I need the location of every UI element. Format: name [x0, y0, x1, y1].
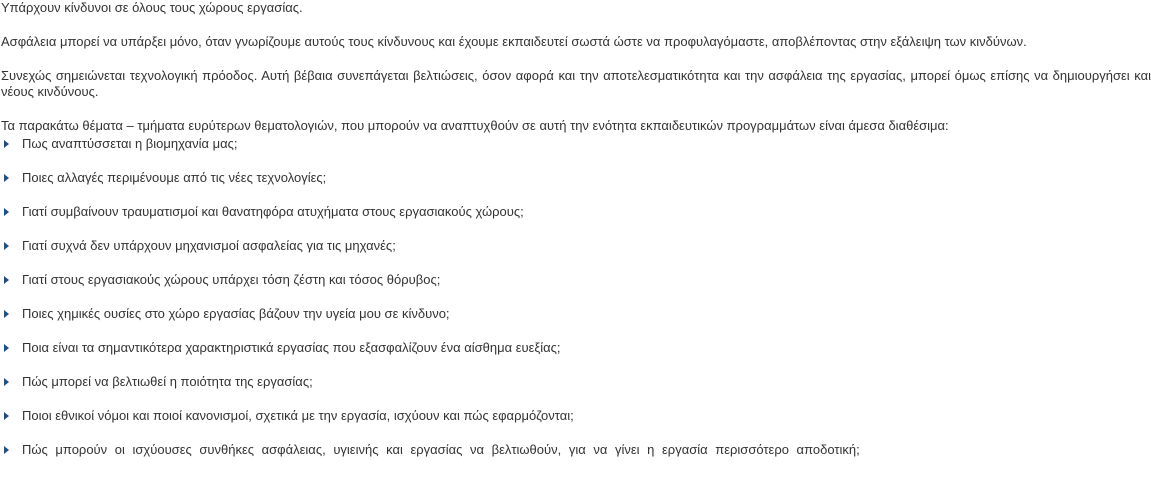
triangle-right-icon	[4, 208, 9, 216]
technology-paragraph: Συνεχώς σημειώνεται τεχνολογική πρόοδος. Αυτή βέβαια συνεπάγεται βελτιώσεις, όσον αφορά και την αποτελεσματικότητα και την ασφάλεια της εργασίας, μπορεί όμως επίσης να δημιουργήσει και νέους κινδύνους.	[1, 68, 1151, 99]
list-item-text: Ποιες χημικές ουσίες στο χώρο εργασίας βάζουν την υγεία μου σε κίνδυνο;	[22, 306, 450, 321]
list-item-text: Πώς μπορούν οι ισχύουσες συνθήκες ασφάλειας, υγιεινής και εργασίας να βελτιωθούν, για να γίνει η εργασία περισσότερο αποδοτική;	[22, 442, 860, 457]
safety-paragraph: Ασφάλεια μπορεί να υπάρξει μόνο, όταν γνωρίζουμε αυτούς τους κίνδυνους και έχουμε εκπαιδευτεί σωστά ώστε να προφυλαγόμαστε, αποβλέποντας στην εξάλειψη των κινδύνων.	[1, 34, 1027, 49]
list-item	[1, 170, 1151, 204]
intro-paragraph: Υπάρχουν κίνδυνοι σε όλους τους χώρους εργασίας.	[1, 0, 303, 15]
list-item	[1, 408, 1151, 442]
list-item-text: Γιατί συμβαίνουν τραυματισμοί και θανατηφόρα ατυχήματα στους εργασιακούς χώρους;	[22, 204, 524, 219]
list-item-text: Γιατί συχνά δεν υπάρχουν μηχανισμοί ασφαλείας για τις μηχανές;	[22, 238, 396, 253]
list-item	[1, 340, 1151, 374]
list-item	[1, 272, 1151, 306]
list-item	[1, 238, 1151, 272]
list-item-text: Ποια είναι τα σημαντικότερα χαρακτηριστικά εργασίας που εξασφαλίζουν ένα αίσθημα ευεξίας;	[22, 340, 561, 355]
triangle-right-icon	[4, 344, 9, 352]
triangle-right-icon	[4, 446, 9, 454]
topics-intro-paragraph: Τα παρακάτω θέματα – τμήματα ευρύτερων θεματολογιών, που μπορούν να αναπτυχθούν σε αυτή την ενότητα εκπαιδευτικών προγραμμάτων είναι άμεσα διαθέσιμα:	[1, 118, 949, 133]
list-item	[1, 136, 1151, 170]
list-item	[1, 306, 1151, 340]
list-item-text: Πως αναπτύσσεται η βιομηχανία μας;	[22, 136, 238, 151]
list-item-text: Γιατί στους εργασιακούς χώρους υπάρχει τόση ζέστη και τόσος θόρυβος;	[22, 272, 441, 287]
triangle-right-icon	[4, 310, 9, 318]
triangle-right-icon	[4, 174, 9, 182]
triangle-right-icon	[4, 276, 9, 284]
triangle-right-icon	[4, 378, 9, 386]
list-item-text: Ποιες αλλαγές περιμένουμε από τις νέες τεχνολογίες;	[22, 170, 327, 185]
triangle-right-icon	[4, 242, 9, 250]
topics-list	[1, 136, 1151, 476]
list-item	[1, 374, 1151, 408]
list-item	[1, 442, 1151, 476]
triangle-right-icon	[4, 140, 9, 148]
list-item-text: Πώς μπορεί να βελτιωθεί η ποιότητα της εργασίας;	[22, 374, 313, 389]
triangle-right-icon	[4, 412, 9, 420]
list-item	[1, 204, 1151, 238]
list-item-text: Ποιοι εθνικοί νόμοι και ποιοί κανονισμοί, σχετικά με την εργασία, ισχύουν και πώς εφαρμόζονται;	[22, 408, 574, 423]
